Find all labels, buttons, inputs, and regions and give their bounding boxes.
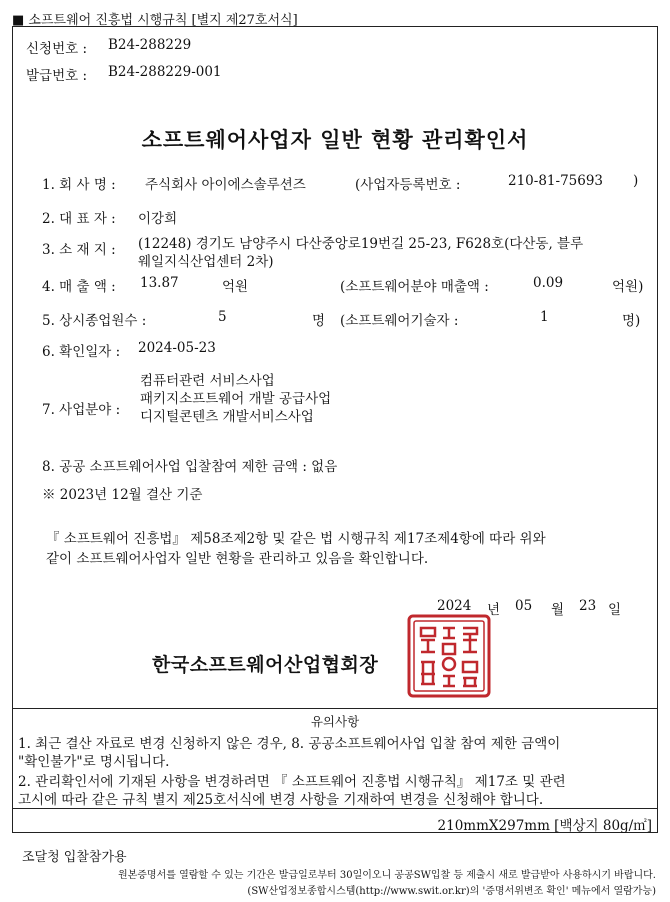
address-line-2: 웨일지식산업센터 2차) — [138, 254, 274, 270]
settlement-basis: ※ 2023년 12월 결산 기준 — [42, 487, 203, 503]
form-tag: ■ 소프트웨어 진흥법 시행규칙 [별지 제27호서식] — [12, 13, 298, 28]
employees-unit: 명 — [312, 313, 326, 329]
issue-no-label: 발급번호 : — [26, 68, 88, 84]
ceo-name: 이강희 — [138, 211, 178, 227]
note-1-line-1: 1. 최근 결산 자료로 변경 신청하지 않은 경우, 8. 공공소프트웨어사업 입찰 참여 제한 금액이 — [18, 736, 561, 752]
note-2-line-2: 고시에 따라 같은 규칙 별지 제25호서식에 변경 사항을 기재하여 변경을 신청해야 합니다. — [18, 792, 544, 808]
sw-tech-label: (소프트웨어기술자 : — [340, 313, 459, 329]
sw-sales-unit: 억원) — [612, 279, 644, 295]
note-1-line-2: "확인불가"로 명시됩니다. — [18, 754, 170, 770]
application-no-label: 신청번호 : — [26, 41, 88, 57]
issue-year: 2024 — [437, 598, 472, 614]
sw-tech-unit: 명) — [622, 313, 641, 329]
confirm-date-label: 6. 확인일자 : — [42, 344, 121, 360]
paper-divider — [12, 808, 658, 809]
statement-line-1: 『 소프트웨어 진흥법』 제58조제2항 및 같은 법 시행규칙 제17조제4항에 따라 위와 — [46, 531, 546, 547]
statement-line-2: 같이 소프트웨어사업자 일반 현황을 관리하고 있음을 확인합니다. — [46, 551, 429, 567]
footer-notice-2: (SW산업정보종합시스템(http://www.swit.or.kr)의 '증명서위변조 확인' 메뉴에서 열람가능) — [247, 886, 656, 897]
sales-unit: 억원 — [222, 279, 249, 295]
address-line-1: (12248) 경기도 남양주시 다산중앙로19번길 25-23, F628호(다산동, 블루 — [138, 236, 584, 252]
ceo-label: 2. 대 표 자 : — [42, 211, 116, 227]
issue-no: B24-288229-001 — [108, 64, 222, 80]
sw-sales-label: (소프트웨어분야 매출액 : — [340, 279, 489, 295]
sw-sales-value: 0.09 — [533, 275, 564, 291]
application-no: B24-288229 — [108, 37, 192, 53]
note-2-line-1: 2. 관리확인서에 기재된 사항을 변경하려면 『 소프트웨어 진흥법 시행규칙』 제17조 및 관련 — [18, 774, 566, 790]
business-item: 컴퓨터관련 서비스사업 — [140, 373, 275, 389]
footer-notice-1: 원본증명서를 열람할 수 있는 기간은 발급일로부터 30일이오니 공공SW입찰 등 제출시 새로 발급받아 사용하시기 바랍니다. — [117, 870, 656, 881]
sales-label: 4. 매 출 액 : — [42, 279, 116, 295]
employees-label: 5. 상시종업원수 : — [42, 313, 147, 329]
bid-limit: 8. 공공 소프트웨어사업 입찰참여 제한 금액 : 없음 — [42, 459, 338, 475]
address-label: 3. 소 재 지 : — [42, 242, 116, 258]
sales-value: 13.87 — [140, 275, 179, 291]
sw-tech-value: 1 — [540, 309, 549, 325]
notes-divider — [12, 708, 658, 709]
reg-no-label: (사업자등록번호 : — [355, 177, 461, 193]
issuer-name: 한국소프트웨어산업협회장 — [152, 654, 379, 676]
company-name: 주식회사 아이에스솔루션즈 — [145, 177, 306, 193]
month-unit: 월 — [551, 602, 565, 618]
usage-purpose: 조달청 입찰참가용 — [22, 850, 127, 865]
paper-spec: 210mmX297mm [백상지 80g/㎡] — [437, 818, 652, 834]
business-item: 패키지소프트웨어 개발 공급사업 — [140, 391, 332, 407]
issue-month: 05 — [515, 598, 533, 614]
reg-no: 210-81-75693 — [508, 173, 604, 189]
document-title: 소프트웨어사업자 일반 현황 관리확인서 — [141, 127, 529, 152]
notes-title: 유의사항 — [310, 714, 360, 729]
reg-no-close: ) — [633, 173, 639, 189]
official-seal-icon — [405, 612, 493, 700]
business-item: 디지털콘텐츠 개발서비스사업 — [140, 409, 314, 425]
day-unit: 일 — [608, 602, 622, 618]
year-unit: 년 — [487, 602, 501, 618]
confirm-date: 2024-05-23 — [138, 340, 216, 356]
issue-day: 23 — [579, 598, 597, 614]
employees-value: 5 — [218, 309, 227, 325]
business-label: 7. 사업분야 : — [42, 402, 121, 418]
company-label: 1. 회 사 명 : — [42, 177, 116, 193]
